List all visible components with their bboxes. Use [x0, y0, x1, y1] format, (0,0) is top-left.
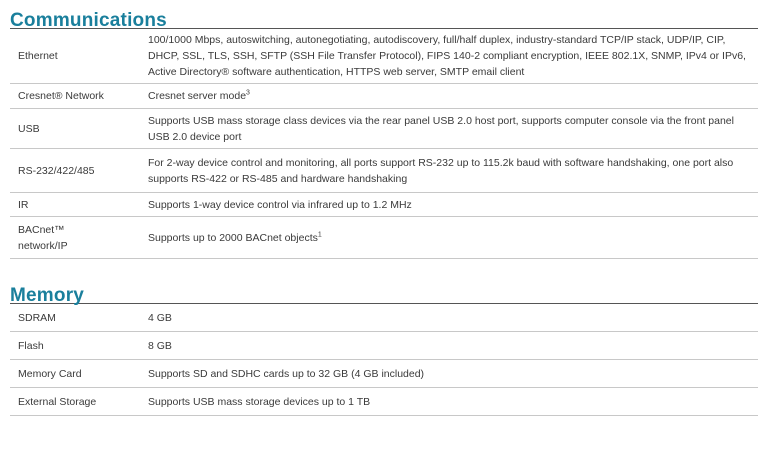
row-label: External Storage	[10, 388, 142, 416]
row-value: Supports 1-way device control via infrared up to 1.2 MHz	[142, 193, 758, 217]
row-label: Ethernet	[10, 29, 142, 84]
row-value: Supports USB mass storage devices up to 1 TB	[142, 388, 758, 416]
table-row	[10, 84, 758, 109]
row-label: Memory Card	[10, 360, 142, 388]
table-row	[10, 360, 758, 388]
row-value	[142, 84, 758, 109]
row-label: RS-232/422/485	[10, 149, 142, 193]
row-value-text: Cresnet server mode	[148, 90, 247, 102]
memory-table	[10, 303, 758, 416]
table-row	[10, 388, 758, 416]
table-row	[10, 193, 758, 217]
row-value: Supports USB mass storage class devices via the rear panel USB 2.0 host port, supports computer console via the front panel USB 2.0 device port	[142, 109, 758, 149]
table-row	[10, 149, 758, 193]
table-row	[10, 109, 758, 149]
row-label	[10, 217, 142, 259]
table-row	[10, 29, 758, 84]
spec-sheet	[10, 0, 758, 416]
table-row	[10, 332, 758, 360]
footnote-marker: 3	[246, 89, 250, 97]
row-label: Flash	[10, 332, 142, 360]
communications-table	[10, 28, 758, 259]
table-row	[10, 304, 758, 332]
row-value: 4 GB	[142, 304, 758, 332]
row-value: Supports SD and SDHC cards up to 32 GB (4 GB included)	[142, 360, 758, 388]
communications-heading: Communications	[10, 10, 167, 31]
row-label: Cresnet® Network	[10, 84, 142, 109]
row-value-text: Supports up to 2000 BACnet objects	[148, 231, 318, 244]
row-label: IR	[10, 193, 142, 217]
row-value: 8 GB	[142, 332, 758, 360]
row-value: For 2-way device control and monitoring, all ports support RS-232 up to 115.2k baud with software handshaking, one port also supports RS-422 or RS-485 and hardware handshaking	[142, 149, 758, 193]
table-row	[10, 217, 758, 259]
footnote-marker: 1	[317, 231, 322, 238]
row-value	[142, 217, 758, 259]
row-label: USB	[10, 109, 142, 149]
row-label-text: BACnet™ network/IP	[18, 223, 68, 252]
memory-heading: Memory	[10, 285, 85, 306]
row-value: 100/1000 Mbps, autoswitching, autonegotiating, autodiscovery, full/half duplex, industry-standard TCP/IP stack, UDP/IP, CIP, DHCP, SSL, TLS, SSH, SFTP (SSH File Transfer Protocol), FIPS 140-2 compliant encryption, IEEE 802.1X, SNMP, IPv4 or IPv6, Active Directory® software authentication, HTTPS web server, SMTP email client	[142, 29, 758, 84]
row-label: SDRAM	[10, 304, 142, 332]
